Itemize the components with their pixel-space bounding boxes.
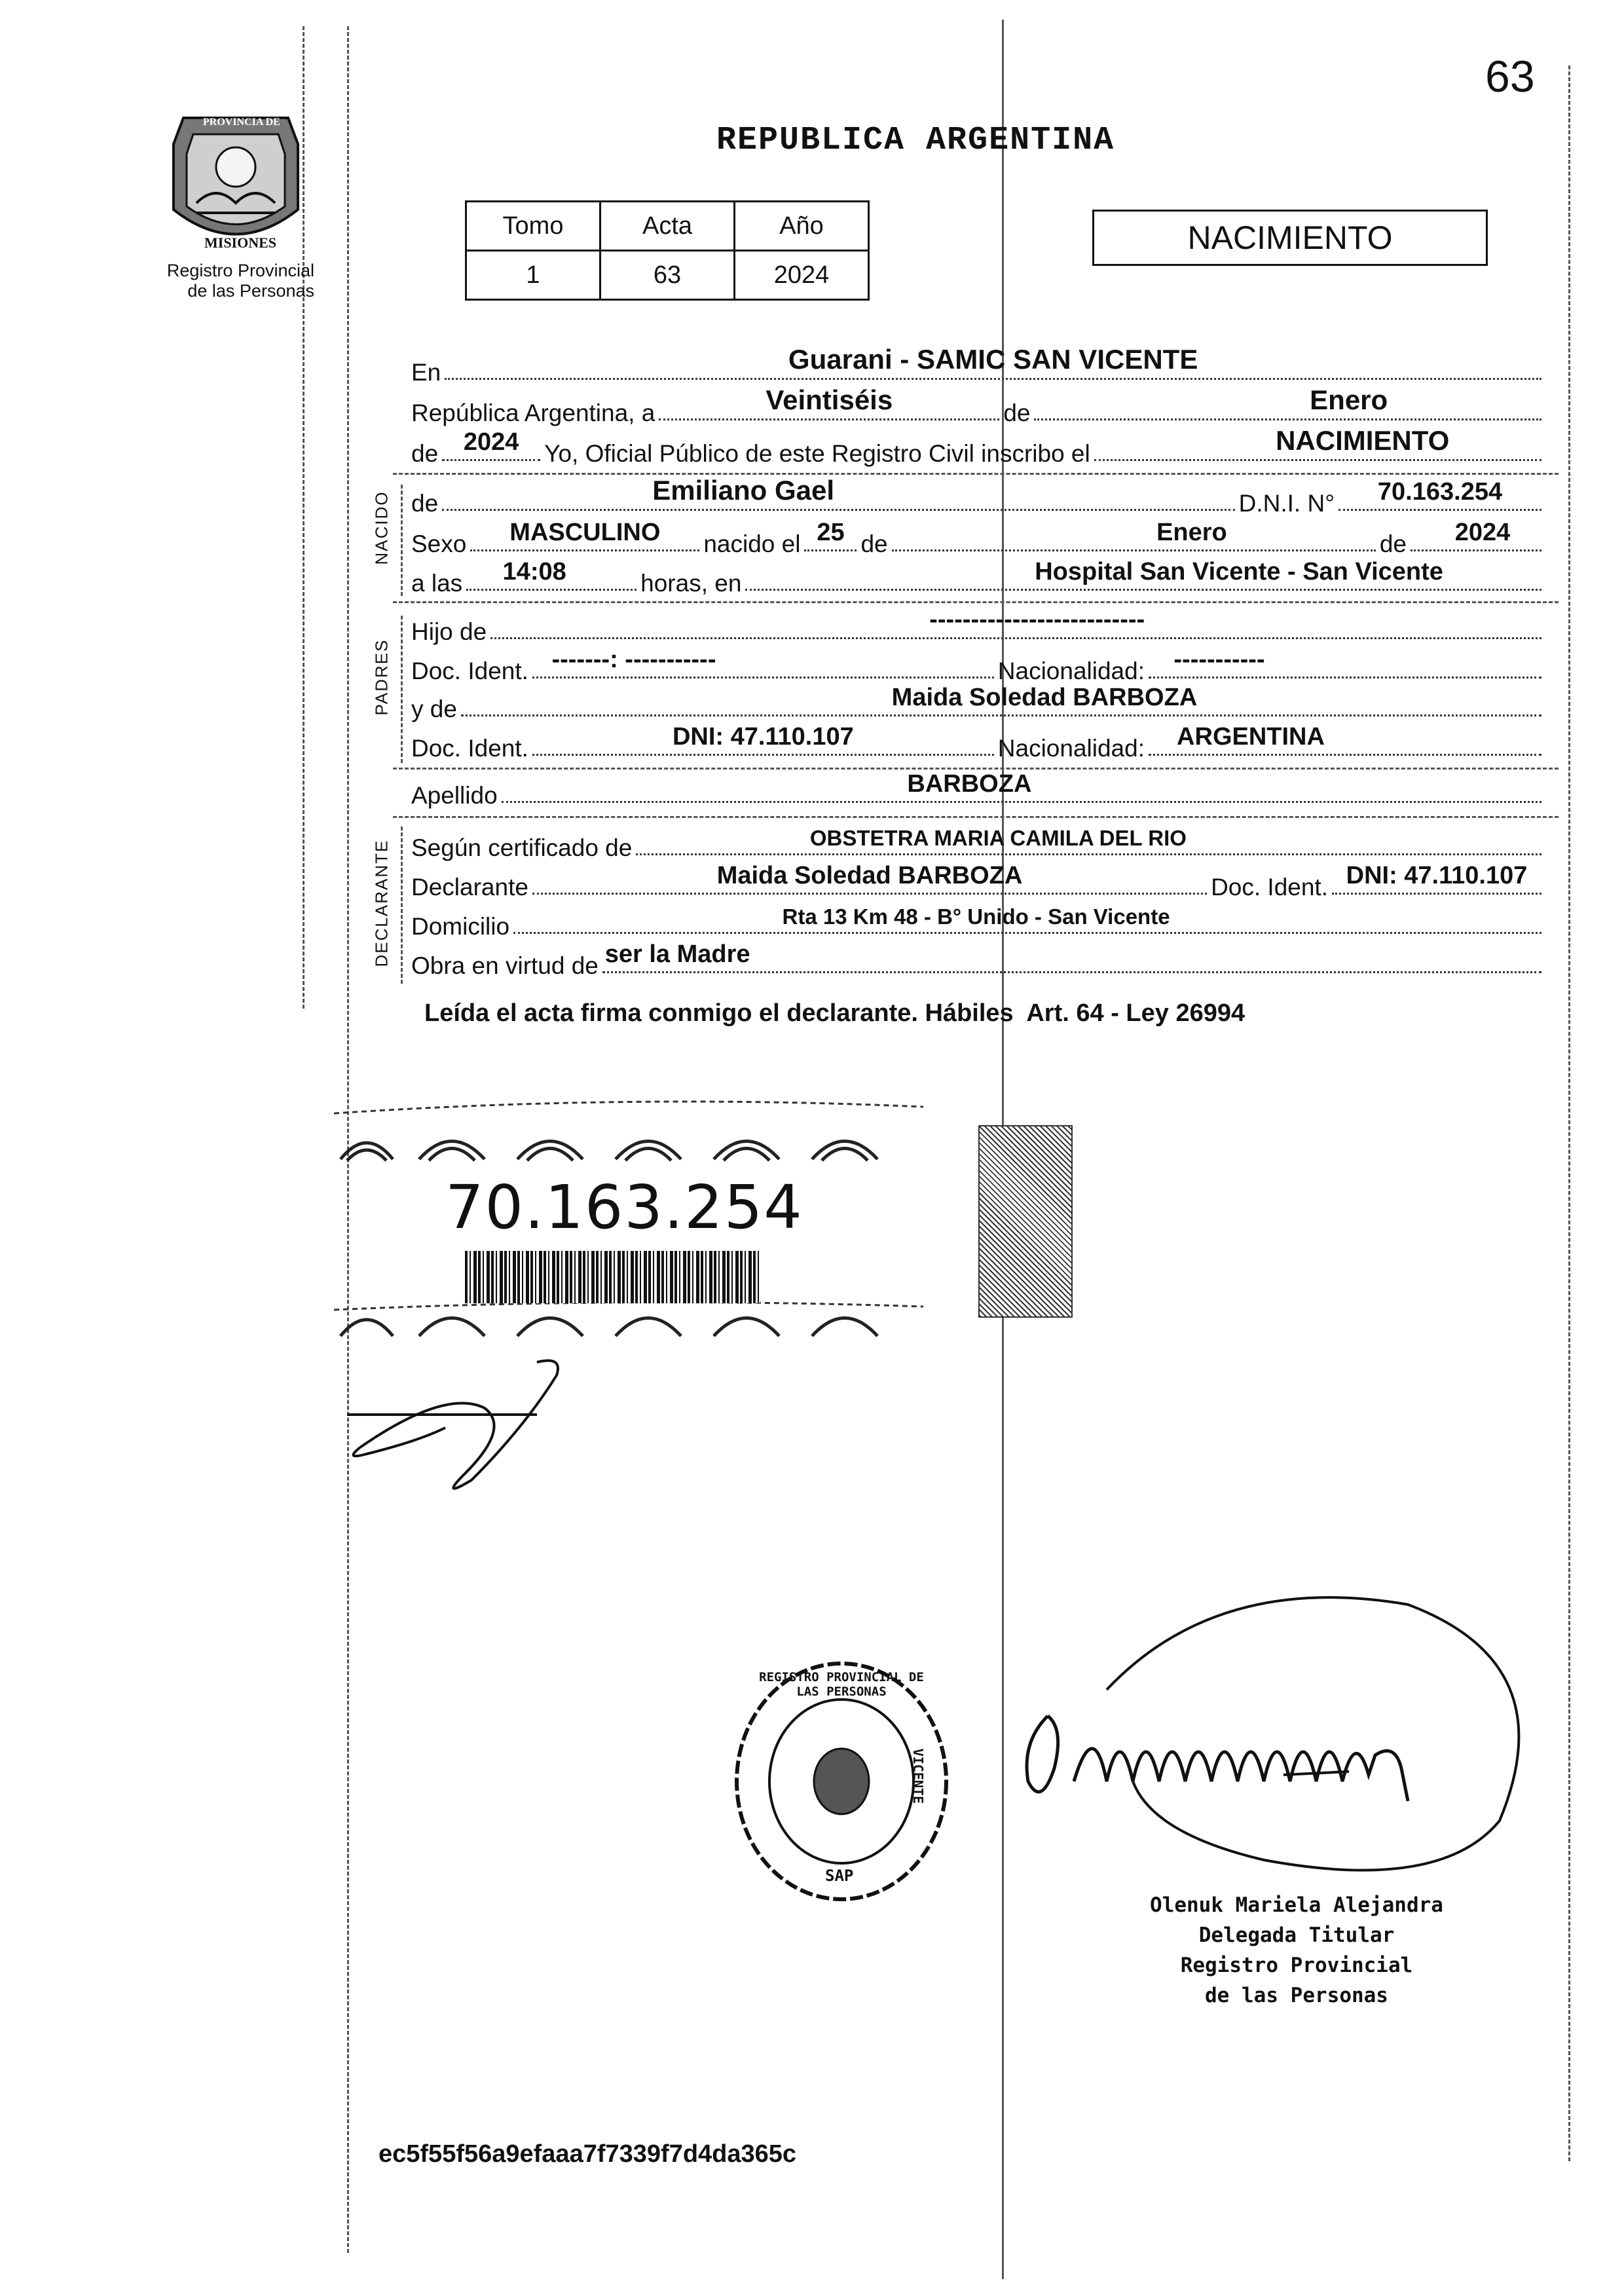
lugar-value: Hospital San Vicente - San Vicente	[1035, 558, 1443, 585]
sexo-label: Sexo	[411, 530, 467, 557]
dom-label: Domicilio	[411, 913, 510, 940]
alas-label: a las	[411, 570, 463, 597]
rep-label: República Argentina, a	[411, 399, 655, 426]
apellido-label: Apellido	[411, 782, 498, 809]
barcode	[465, 1251, 760, 1303]
row-domicilio	[411, 901, 1545, 940]
horas-label: horas, en	[640, 570, 742, 597]
divider	[393, 768, 1559, 770]
official-org-line2: de las Personas	[1205, 1984, 1388, 2007]
barcode-number: 70.163.254	[445, 1172, 803, 1242]
doc1-label: Doc. Ident.	[411, 658, 528, 684]
decl-doc-value: DNI: 47.110.107	[1346, 862, 1528, 889]
seal-caption-line1: Registro Provincial	[166, 261, 314, 280]
section-nacido: NACIDO	[371, 491, 392, 565]
en-label: En	[411, 359, 441, 386]
province-seal	[157, 105, 314, 262]
hijo-label: Hijo de	[411, 618, 487, 645]
de-label: de	[1003, 399, 1031, 426]
page-title: REPUBLICA ARGENTINA	[716, 122, 1115, 159]
nac1-value: -----------	[1173, 646, 1265, 673]
section-padres: PADRES	[371, 639, 392, 716]
anio-value: 2024	[735, 251, 869, 300]
divider	[393, 816, 1559, 818]
cert-value: OBSTETRA MARIA CAMILA DEL RIO	[809, 826, 1187, 850]
hijo-value: --------------------------	[929, 606, 1145, 633]
margin-line-right	[1568, 65, 1570, 2161]
row-republica	[411, 384, 1545, 427]
section-bracket	[401, 485, 403, 596]
row-doc1	[411, 646, 1545, 685]
doc-type-box	[1092, 210, 1488, 266]
anio-value: 2024	[1454, 519, 1511, 546]
dni-label: D.N.I. N°	[1238, 490, 1335, 517]
act-value: NACIMIENTO	[1276, 425, 1450, 456]
nac2-value: ARGENTINA	[1177, 723, 1325, 751]
official-signature	[982, 1585, 1559, 1925]
tomo-acta-anio-table	[465, 200, 870, 301]
obra-value: ser la Madre	[604, 940, 750, 968]
madre-value: Maida Soledad BARBOZA	[891, 684, 1198, 711]
doc2-label: Doc. Ident.	[411, 735, 528, 762]
barcode-label	[334, 1087, 923, 1349]
decl-label: Declarante	[411, 874, 528, 901]
name-value: Emiliano Gael	[652, 475, 835, 506]
row-hijo	[411, 606, 1545, 646]
row-nombre	[411, 475, 1545, 517]
row-madre	[411, 684, 1545, 723]
sexo-value: MASCULINO	[509, 519, 661, 546]
decl-value: Maida Soledad BARBOZA	[716, 862, 1023, 889]
apellido-value: BARBOZA	[907, 770, 1032, 798]
year-value: 2024	[463, 428, 519, 456]
oficial-text: Yo, Oficial Público de este Registro Civil inscribo el	[544, 440, 1090, 467]
seal-text-top: PROVINCIA DE	[203, 117, 280, 128]
section-declarante: DECLARANTE	[371, 839, 392, 967]
row-sexo	[411, 519, 1545, 558]
acta-value: 63	[600, 251, 735, 300]
divider	[393, 473, 1559, 475]
seal-caption-line2: de las Personas	[187, 281, 314, 301]
hora-value: 14:08	[502, 558, 566, 585]
nac1-label: Nacionalidad:	[997, 658, 1145, 684]
round-stamp	[727, 1650, 956, 1925]
seal-caption	[138, 261, 314, 301]
cert-label: Según certificado de	[411, 834, 633, 861]
yde-label: y de	[411, 696, 457, 722]
official-role: Delegada Titular	[1198, 1923, 1395, 1947]
declarant-signature	[341, 1349, 576, 1493]
row-apellido	[411, 770, 1545, 809]
decl-doc-label: Doc. Ident.	[1211, 874, 1328, 901]
anio-header: Año	[735, 202, 869, 251]
nac2-label: Nacionalidad:	[997, 735, 1145, 762]
mes-value: Enero	[1156, 519, 1227, 546]
row-doc2	[411, 723, 1545, 762]
row-hora	[411, 558, 1545, 597]
seal-text-bottom: MISIONES	[204, 234, 277, 251]
tomo-header: Tomo	[466, 202, 600, 251]
round-stamp-inner-text: VICENTE	[910, 1748, 927, 1804]
month-value: Enero	[1310, 384, 1388, 415]
row-cert	[411, 823, 1545, 862]
doc1-value: -------: -----------	[551, 646, 716, 673]
row-obra	[411, 940, 1545, 980]
dia-value: 25	[817, 519, 845, 546]
page-number: 63	[1485, 52, 1535, 102]
dni-value: 70.163.254	[1377, 478, 1503, 506]
de2-label: de	[411, 440, 439, 467]
en-value: Guarani - SAMIC SAN VICENTE	[788, 344, 1198, 375]
obra-label: Obra en virtud de	[411, 952, 599, 979]
footer-text: Leída el acta firma conmigo el declarante. Hábiles Art. 64 - Ley 26994	[424, 999, 1246, 1027]
doc2-value: DNI: 47.110.107	[672, 723, 854, 751]
row-en	[411, 344, 1545, 386]
nacido-label: nacido el	[703, 530, 801, 557]
de-label-3: de	[1379, 530, 1407, 557]
acta-header: Acta	[600, 202, 735, 251]
section-bracket	[401, 616, 403, 763]
official-name: Olenuk Mariela Alejandra	[1150, 1893, 1443, 1917]
doc-type: NACIMIENTO	[1187, 219, 1393, 256]
document-hash: ec5f55f56a9efaaa7f7339f7d4da365c	[378, 2140, 797, 2168]
divider	[393, 601, 1559, 603]
official-org-line1: Registro Provincial	[1180, 1954, 1413, 1977]
de-label: de	[411, 490, 439, 517]
security-hologram	[978, 1125, 1073, 1318]
official-name-block	[1126, 1890, 1467, 2011]
row-declarante	[411, 862, 1545, 901]
round-stamp-outer-text: REGISTRO PROVINCIAL DE LAS PERSONAS	[759, 1670, 924, 1699]
day-value: Veintiséis	[766, 384, 893, 415]
tomo-value: 1	[466, 251, 600, 300]
de-label-2: de	[860, 530, 888, 557]
row-year	[411, 425, 1545, 468]
section-bracket	[401, 827, 403, 984]
dom-value: Rta 13 Km 48 - B° Unido - San Vicente	[782, 904, 1170, 929]
round-stamp-bottom-text: SAP	[825, 1867, 854, 1885]
